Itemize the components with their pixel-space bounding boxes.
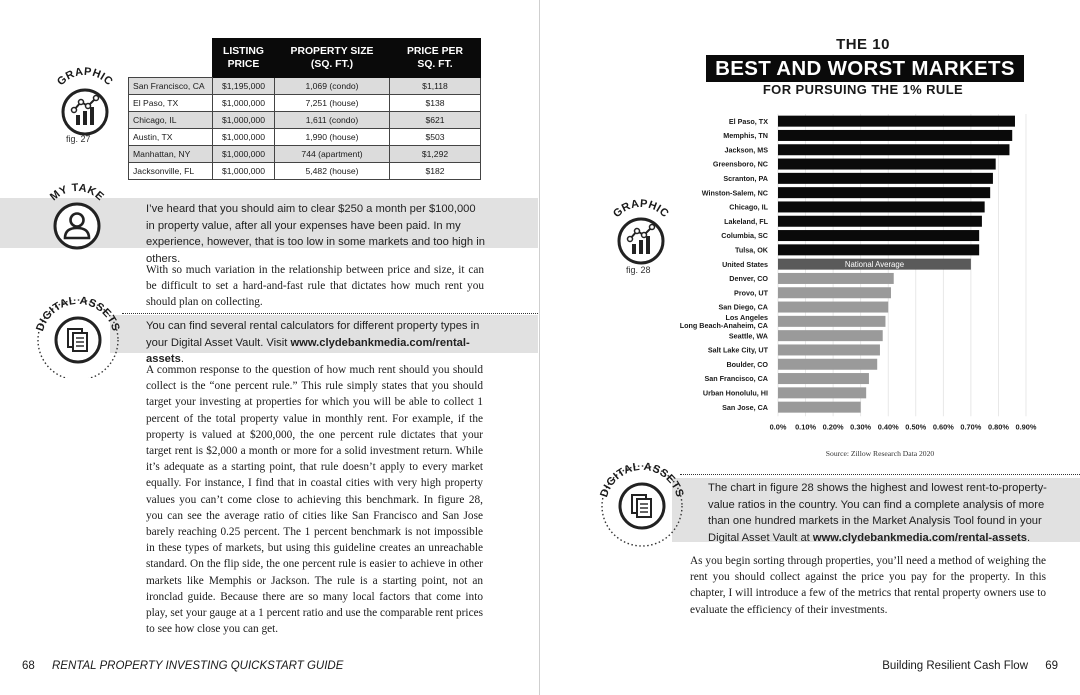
table-cell: 1,069 (condo) [275, 78, 390, 95]
category-label: United States [722, 259, 768, 269]
table-header-property-size: PROPERTY SIZE (SQ. FT.) [275, 39, 390, 78]
table-cell: $1,195,000 [213, 78, 275, 95]
digital-assets-end-left: . [180, 353, 184, 365]
bar [778, 344, 880, 355]
category-label: Winston-Salem, NC [701, 188, 768, 198]
table-cell: $621 [390, 112, 481, 129]
x-tick-label: 0.60% [932, 422, 954, 432]
chart-title-line-3: FOR PURSUING THE 1% RULE [762, 82, 964, 97]
category-label: Lakeland, FL [724, 216, 768, 226]
table-cell: 1,611 (condo) [275, 112, 390, 129]
digital-assets-body-right: The chart in figure 28 shows the highest and lowest rent-to-property-value ratios in the country. You can find a complete analysis of more than one hundred markets in the Market Analysis Tool found in your Digital Asset Vault at [708, 482, 1047, 544]
chart-title-line-1: THE 10 [836, 36, 890, 53]
svg-text:GRAPHIC [55, 66, 115, 88]
chart-title-line-2: BEST AND WORST MARKETS [706, 55, 1024, 82]
table-cell: $182 [390, 163, 481, 180]
bar [778, 302, 888, 313]
x-tick-label: 0.10% [795, 422, 817, 432]
svg-text:GRAPHIC [611, 198, 671, 220]
bar [778, 273, 894, 284]
paragraph-2: A common response to the question of how much rent should you should collect is the “one percent rule.” This rule simply states that you should target your investing at properties for which you will be able to collect 1 percent of the total property value in monthly rent. For example, if the property is valued at $200,000, the one percent rule dictates that your target rent is $2,000 a month or more for a solid investment return. While it’s adequate as a starting point, that rule doesn’t apply to every market equally. For instance, I find that in coastal cities with very high property values you can’t come close to achieving this benchmark. In figure 28, you can see the average ratio of cities like San Francisco and San Jose barely reaching 0.25 percent. The 1 percent benchmark is not impossible in these types of markets, but using this guideline creates an unreachable standard. On the flip side, the one percent rule is easier to achieve in other markets like Memphis or Jackson. The rule is a starting point, not an ironclad guide. Because there are so many local factors that come into play, set your gauge at a 1 percent ratio and use the comparable rent prices to see how close you can get. [146, 364, 483, 636]
category-label: San Francisco, CA [704, 374, 768, 384]
category-label: Long Beach-Anaheim, CA [680, 320, 768, 330]
bar [778, 187, 990, 198]
table-header-blank [129, 39, 213, 78]
table-cell: $1,000,000 [213, 163, 275, 180]
figure-label-28: fig. 28 [626, 265, 651, 275]
x-tick-label: 0.80% [987, 422, 1009, 432]
footer-title-left: RENTAL PROPERTY INVESTING QUICKSTART GUIDE [52, 660, 344, 672]
table-cell: $503 [390, 129, 481, 146]
category-label: Greensboro, NC [712, 159, 768, 169]
table-cell: 1,990 (house) [275, 129, 390, 146]
table-row [129, 146, 481, 163]
bar-chart [680, 108, 1050, 443]
category-label: El Paso, TX [728, 116, 768, 126]
price-comparison-table [128, 38, 481, 180]
digital-assets-end-right: . [1027, 531, 1031, 544]
category-label: San Diego, CA [718, 302, 768, 312]
bar [778, 201, 985, 212]
dotted-rule-right [680, 474, 1080, 475]
category-label: Salt Lake City, UT [707, 345, 768, 355]
my-take-badge [32, 178, 122, 258]
table-cell: Austin, TX [129, 129, 213, 146]
bar [778, 159, 996, 170]
page-number-right: 69 [1045, 660, 1058, 672]
my-take-text: I’ve heard that you should aim to clear $250 a month per $100,000 in property value, after all your expenses have been paid. In my experience, however, that is too low in some markets and too high in others. [146, 203, 485, 265]
table-cell: Manhattan, NY [129, 146, 213, 163]
footer-right [882, 660, 1058, 672]
digital-assets-body-left: You can find several rental calculators for different property types in your Digital Asset Vault. Visit [146, 320, 480, 349]
documents-icon-right [594, 454, 690, 550]
footer-title-right: Building Resilient Cash Flow [882, 660, 1028, 672]
graphic-badge-label-28: GRAPHIC [610, 198, 672, 221]
table-cell: $1,292 [390, 146, 481, 163]
x-tick-label: 0.90% [1015, 422, 1037, 432]
bar [778, 216, 982, 227]
table-cell: 5,482 (house) [275, 163, 390, 180]
table-cell: 744 (apartment) [275, 146, 390, 163]
table-cell: $1,000,000 [213, 146, 275, 163]
category-label: Tulsa, OK [734, 245, 768, 255]
digital-assets-badge-right [594, 454, 690, 550]
bar [778, 402, 861, 413]
page-number-left: 68 [22, 660, 35, 672]
category-label: Memphis, TN [723, 131, 768, 141]
bar [778, 116, 1015, 127]
bar [778, 244, 979, 255]
svg-text:MY TAKE [48, 182, 106, 204]
x-tick-label: 0.40% [877, 422, 899, 432]
table-cell: $1,000,000 [213, 129, 275, 146]
bar-label: National Average [844, 259, 905, 269]
bar [778, 130, 1012, 141]
digital-assets-label-left: DIGITAL ASSETS [34, 294, 122, 333]
bar [778, 359, 877, 370]
bar [778, 316, 885, 327]
my-take-label: MY TAKE [47, 181, 107, 204]
chart-source: Source: Zillow Research Data 2020 [825, 449, 935, 458]
category-label: Scranton, PA [723, 173, 768, 183]
table-cell: $1,118 [390, 78, 481, 95]
page-gutter [539, 0, 540, 695]
x-tick-label: 0.70% [960, 422, 982, 432]
graphic-badge-label: GRAPHIC [54, 65, 116, 89]
bar [778, 373, 869, 384]
digital-assets-text-right [708, 480, 1048, 546]
table-row [129, 163, 481, 180]
table-cell: $138 [390, 95, 481, 112]
bar [778, 330, 883, 341]
x-tick-label: 0.20% [822, 422, 844, 432]
category-label: Los Angeles [725, 312, 768, 322]
bar [778, 287, 891, 298]
category-label: San Jose, CA [722, 402, 768, 412]
table-cell: Jacksonville, FL [129, 163, 213, 180]
dotted-rule-left [122, 313, 538, 314]
graphic-badge-icon-28 [596, 198, 686, 268]
bar [778, 144, 1009, 155]
table-row [129, 95, 481, 112]
table-header-row [129, 39, 481, 78]
category-label: Columbia, SC [721, 231, 768, 241]
person-icon [32, 178, 122, 258]
table-cell: $1,000,000 [213, 95, 275, 112]
table-body [129, 78, 481, 180]
table-row [129, 78, 481, 95]
category-label: Provo, UT [734, 288, 768, 298]
graphic-badge-28 [596, 198, 686, 268]
footer-left [22, 660, 343, 672]
x-tick-label: 0.0% [769, 422, 787, 432]
table-cell: El Paso, TX [129, 95, 213, 112]
bar [778, 230, 979, 241]
table-row [129, 129, 481, 146]
category-label: Jackson, MS [724, 145, 768, 155]
table-header-price-per-sqft: PRICE PER SQ. FT. [390, 39, 481, 78]
digital-assets-link-left[interactable]: www.clydebankmedia.com/rental-assets [146, 336, 470, 365]
digital-assets-label-right: DIGITAL ASSETS [598, 460, 686, 499]
category-label: Denver, CO [729, 274, 768, 284]
table-row [129, 112, 481, 129]
documents-icon [30, 282, 126, 378]
table-cell: $1,000,000 [213, 112, 275, 129]
category-label: Boulder, CO [726, 359, 768, 369]
table-header-listing-price: LISTING PRICE [213, 39, 275, 78]
figure-label-27: fig. 27 [66, 134, 91, 144]
table-cell: Chicago, IL [129, 112, 213, 129]
table-cell: 7,251 (house) [275, 95, 390, 112]
paragraph-right: As you begin sorting through properties, you’ll need a method of weighing the rent you should collect against the price you pay for the property. In this chapter, I will introduce a few of the metrics that rental property owners use to evaluate the efficiency of their investments. [690, 555, 1046, 616]
bar [778, 387, 866, 398]
category-label: Seattle, WA [728, 331, 768, 341]
category-label: Chicago, IL [729, 202, 768, 212]
bar [778, 173, 993, 184]
x-tick-label: 0.50% [905, 422, 927, 432]
category-label: Urban Honolulu, HI [702, 388, 768, 398]
paragraph-1: With so much variation in the relationship between price and size, it can be difficult to set a hard-and-fast rule that dictates how much rent you should plan on collecting. [146, 264, 484, 309]
digital-assets-badge-left [30, 282, 126, 378]
x-tick-label: 0.30% [850, 422, 872, 432]
digital-assets-link-right[interactable]: www.clydebankmedia.com/rental-assets [812, 531, 1027, 544]
table-cell: San Francisco, CA [129, 78, 213, 95]
digital-assets-text-left [146, 318, 486, 368]
